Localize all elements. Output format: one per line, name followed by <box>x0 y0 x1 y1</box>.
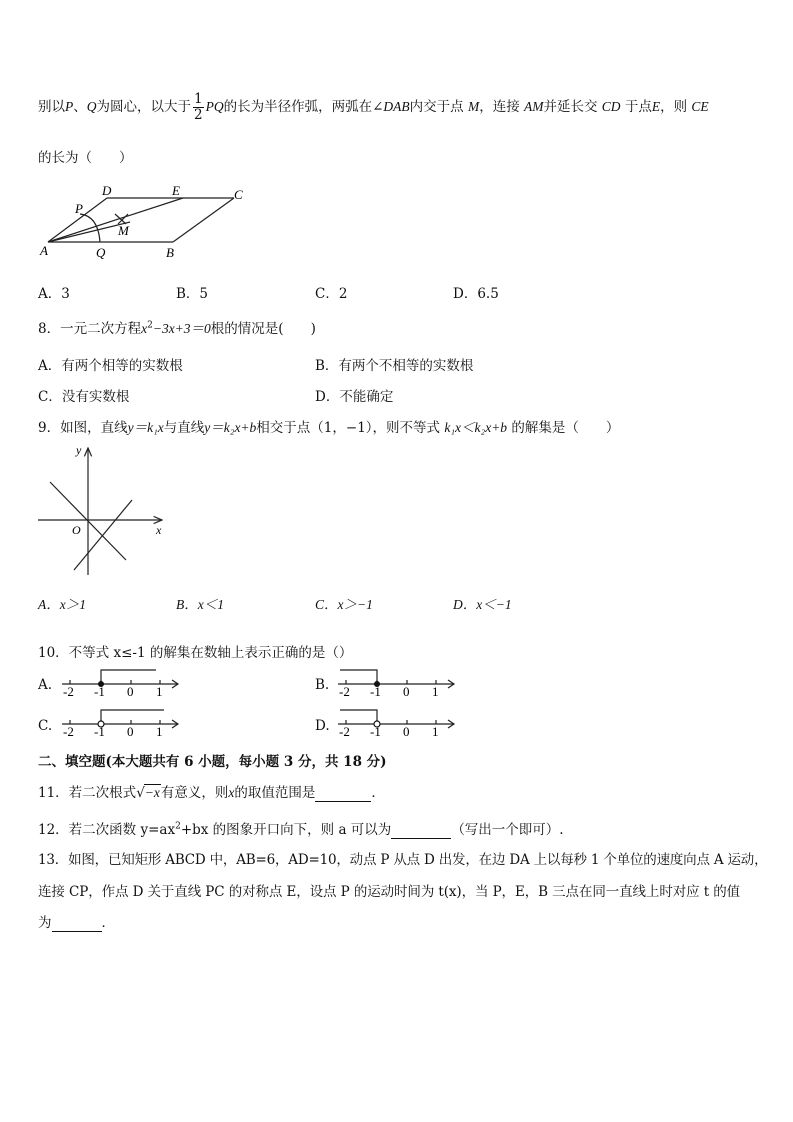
fraction-numerator: 1 <box>194 91 203 107</box>
q8-option-b[interactable]: B．有两个不相等的实数根 <box>315 358 474 374</box>
tick-label: -2 <box>63 684 74 699</box>
label-c: C <box>234 187 243 202</box>
tick-label: 0 <box>403 724 410 739</box>
text: ． <box>101 915 115 931</box>
point-e: E <box>651 99 661 114</box>
q9-option-c[interactable]: C．x＞−1 <box>315 597 373 612</box>
tick-label: -1 <box>370 684 381 699</box>
label-d: D <box>102 183 112 198</box>
q9-option-b[interactable]: B．x＜1 <box>176 597 224 612</box>
text: 有意义，则 <box>160 785 229 801</box>
text: 8．一元二次方程 <box>38 321 142 337</box>
text: ． <box>371 785 385 801</box>
q11-stem <box>38 781 385 802</box>
q8-stem <box>38 317 316 337</box>
answer-blank[interactable] <box>52 915 102 932</box>
tick-label: 1 <box>156 684 163 699</box>
text: 为圆心，以大于 <box>96 99 191 115</box>
y-axis-label: y <box>76 443 82 457</box>
text: 的解集是（ ） <box>511 420 620 436</box>
label-e: E <box>172 183 180 198</box>
text: 相交于点（1，−1），则不等式 <box>256 420 441 436</box>
text: 与直线 <box>163 420 205 436</box>
tick-label: 0 <box>403 684 410 699</box>
tick-label: 1 <box>432 724 439 739</box>
tick-label: -1 <box>370 724 381 739</box>
text: 11．若二次根式 <box>38 785 137 801</box>
q9-graph-figure <box>36 442 176 582</box>
segment-pq: PQ <box>205 99 224 114</box>
q9-option-a[interactable]: A．x＞1 <box>38 597 86 612</box>
x-axis-label: x <box>156 523 162 537</box>
label-m: M <box>118 223 129 238</box>
eq-rest: −3x+3＝0 <box>152 321 211 336</box>
q10-option-a-label[interactable]: A. <box>38 677 53 693</box>
eq-line1: y＝k₁x <box>127 420 164 435</box>
label-p: P <box>75 201 83 216</box>
q10-option-d-label[interactable]: D. <box>315 718 330 734</box>
q10-option-a-numberline[interactable] <box>58 668 188 698</box>
q7-option-b[interactable]: B．5 <box>176 286 209 302</box>
text: ，则 <box>660 99 688 115</box>
angle-dab: DAB <box>383 99 410 114</box>
answer-blank[interactable] <box>315 785 371 802</box>
tick-label: 0 <box>127 684 134 699</box>
text: 、 <box>73 99 87 115</box>
answer-blank[interactable] <box>391 822 451 839</box>
q10-option-c-numberline[interactable] <box>58 708 188 738</box>
q10-option-b-label[interactable]: B. <box>315 677 330 693</box>
label-b: B <box>166 245 174 260</box>
q8-option-c[interactable]: C．没有实数根 <box>38 389 130 405</box>
segment-ce: CE <box>691 99 709 114</box>
tick-label: 1 <box>156 724 163 739</box>
tick-label: 1 <box>432 684 439 699</box>
text: 的长为半径作弧，两弧在∠ <box>223 99 384 115</box>
q10-stem: 10．不等式 x≤-1 的解集在数轴上表示正确的是（） <box>38 645 353 661</box>
tick-label: -2 <box>339 684 350 699</box>
text: （写出一个即可）. <box>451 822 564 838</box>
inequality: k₁x＜k₂x+b <box>444 420 508 435</box>
q13-stem-line2: 连接 CP，作点 D 关于直线 PC 的对称点 E，设点 P 的运动时间为 t(x)，当 P，E，B 三点在同一直线上时对应 t 的值 <box>38 884 741 900</box>
exponent: 2 <box>175 821 181 832</box>
segment-am: AM <box>524 99 544 114</box>
q7-option-a[interactable]: A．3 <box>38 286 70 302</box>
point-q: Q <box>86 99 97 114</box>
text: 别以 <box>38 99 65 115</box>
segment-cd: CD <box>601 99 621 114</box>
text: 于点 <box>624 99 652 115</box>
text: 的取值范围是 <box>234 785 316 801</box>
radical-sign: √ <box>136 785 145 801</box>
section-2-title: 二、填空题(本大题共有 6 小题，每小题 3 分，共 18 分) <box>38 754 387 770</box>
q13-stem-line3 <box>38 911 115 932</box>
variable-x: x <box>228 785 235 800</box>
tick-label: 0 <box>127 724 134 739</box>
q13-stem-line1: 13．如图，已知矩形 ABCD 中，AB=6，AD=10，动点 P 从点 D 出发，在边 DA 上以每秒 1 个单位的速度向点 A 运动， <box>38 852 768 868</box>
point-p: P <box>65 99 74 114</box>
label-q: Q <box>96 245 106 260</box>
tick-label: -2 <box>63 724 74 739</box>
tick-label: -2 <box>339 724 350 739</box>
fraction-denominator: 2 <box>194 107 203 123</box>
eq-x: x <box>141 321 148 336</box>
q9-option-d[interactable]: D．x＜−1 <box>453 597 512 612</box>
point-m: M <box>467 99 480 114</box>
fraction-one-half <box>193 92 204 123</box>
text: ，连接 <box>479 99 520 115</box>
eq-exponent: 2 <box>147 320 153 331</box>
label-a: A <box>40 243 48 258</box>
q10-option-b-numberline[interactable] <box>334 668 464 698</box>
text: 9．如图，直线 <box>38 420 128 436</box>
tick-label: -1 <box>94 724 105 739</box>
eq-line2: y＝k₂x+b <box>204 420 257 435</box>
q8-option-d[interactable]: D．不能确定 <box>315 389 394 405</box>
text: 内交于点 <box>409 99 464 115</box>
text: 12．若二次函数 y=ax <box>38 822 176 838</box>
q7-option-c[interactable]: C．2 <box>315 286 348 302</box>
origin-label: O <box>72 523 81 537</box>
q7-option-d[interactable]: D．6.5 <box>453 286 499 302</box>
q10-option-c-label[interactable]: C. <box>38 718 53 734</box>
q7-parallelogram-figure <box>38 184 268 264</box>
text: 并延长交 <box>543 99 598 115</box>
q7-stem-line1 <box>38 92 709 123</box>
q7-stem-line2: 的长为（ ） <box>38 150 133 166</box>
q9-stem <box>38 416 619 436</box>
radicand: −x <box>144 785 160 800</box>
text: 根的情况是( ) <box>210 321 316 337</box>
text: +bx 的图象开口向下，则 a 可以为 <box>180 822 392 838</box>
text: 为 <box>38 915 52 931</box>
q12-stem <box>38 818 564 839</box>
tick-label: -1 <box>94 684 105 699</box>
q8-option-a[interactable]: A．有两个相等的实数根 <box>38 358 183 374</box>
q10-option-d-numberline[interactable] <box>334 708 464 738</box>
